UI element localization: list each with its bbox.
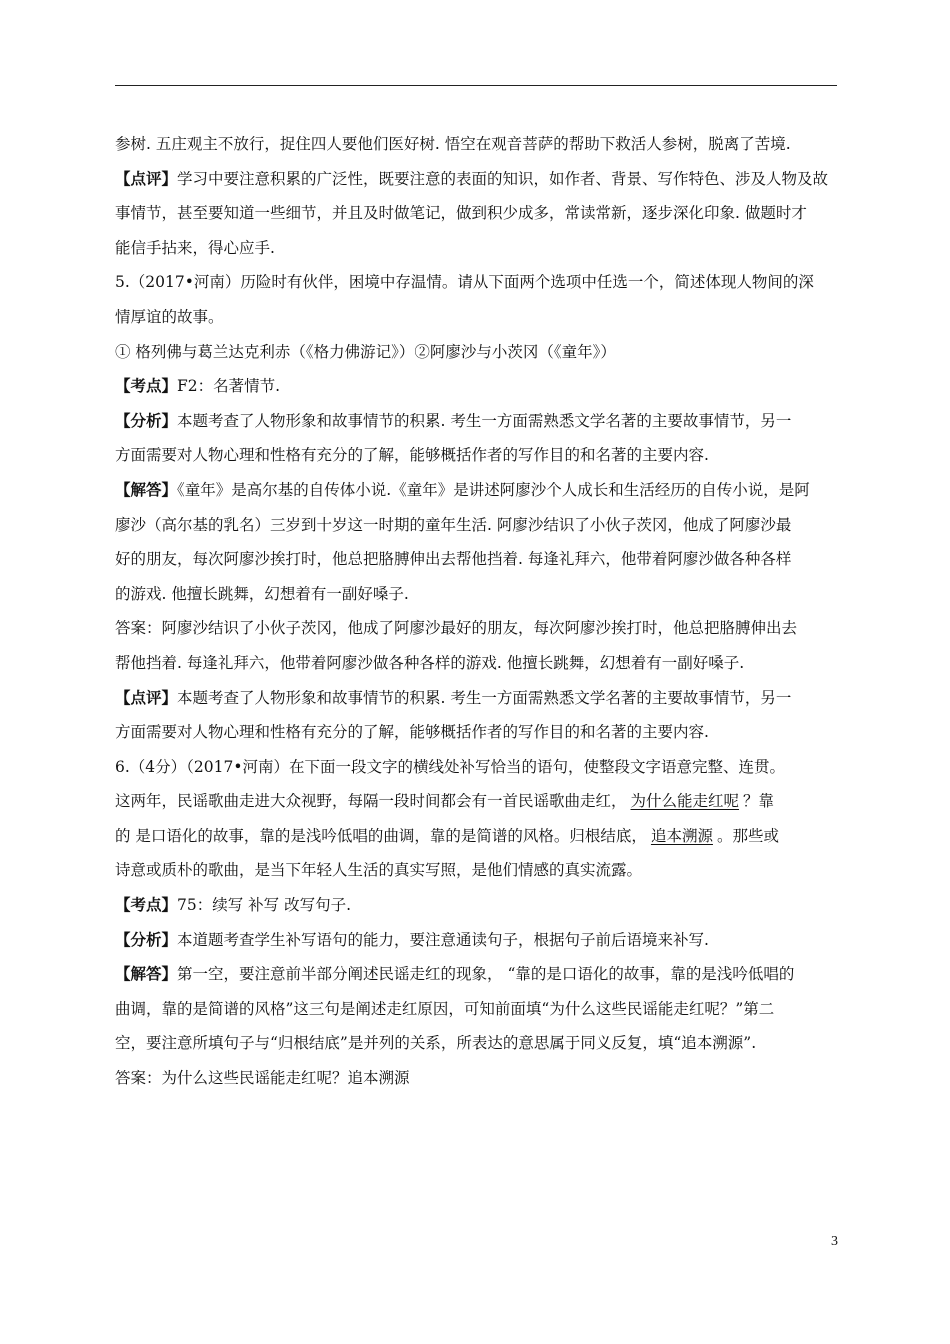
text-line: 的游戏. 他擅长跳舞，幻想着有一副好嗓子. [115, 584, 409, 603]
text-line: 方面需要对人物心理和性格有充分的了解，能够概括作者的写作目的和名著的主要内容. [115, 723, 709, 742]
question-5: 5.（2017•河南）历险时有伙伴，困境中存温情。请从下面两个选项中任选一个，简述体现人物间的深 [115, 273, 814, 292]
analysis-line: 【分析】本道题考查学生补写语句的能力，要注意通读句子，根据句子前后语境来补写. [115, 929, 709, 949]
text-line: 好的朋友，每次阿廖沙挨打时，他总把胳膊伸出去帮他挡着. 每逢礼拜六，他带着阿廖沙做各种各样 [115, 550, 792, 569]
text-line: 廖沙（高尔基的乳名）三岁到十岁这一时期的童年生活. 阿廖沙结识了小伙子茨冈，他成了阿廖沙最 [115, 515, 792, 534]
point-line: 【考点】F2：名著情节. [115, 376, 281, 396]
comment-line: 【点评】本题考查了人物形象和故事情节的积累. 考生一方面需熟悉文学名著的主要故事情节，另一 [115, 687, 792, 707]
point-line: 【考点】75：续写 补写 改写句子. [115, 895, 352, 915]
page-number: 3 [831, 1234, 838, 1249]
point-tag: 【考点】 [115, 376, 178, 396]
text-line: 参树. 五庄观主不放行，捉住四人要他们医好树. 悟空在观音菩萨的帮助下救活人参树，脱离了苦境. [115, 135, 791, 153]
question-6: 6.（4分）（2017•河南）在下面一段文字的横线处补写恰当的语句，使整段文字语意完整、连贯。 [115, 757, 785, 776]
text-line: 的 是口语化的故事，靠的是浅吟低唱的曲调，靠的是简谱的风格。归根结底， 追本溯源 。那些或 [115, 826, 779, 845]
text-line: 方面需要对人物心理和性格有充分的了解，能够概括作者的写作目的和名著的主要内容. [115, 446, 709, 465]
text-line: 帮他挡着. 每逢礼拜六，他带着阿廖沙做各种各样的游戏. 他擅长跳舞，幻想着有一副好嗓子. [115, 653, 745, 672]
comment-tag: 【点评】 [115, 687, 178, 707]
fill-blank-2: 追本溯源 [650, 826, 713, 845]
analysis-tag: 【分析】 [115, 929, 178, 949]
comment-line: 【点评】学习中要注意积累的广泛性，既要注意的表面的知识，如作者、背景、写作特色、涉及人物及故 [115, 168, 829, 188]
analysis-tag: 【分析】 [115, 410, 178, 430]
answer-line: 【解答】《童年》是高尔基的自传体小说.《童年》是讲述阿廖沙个人成长和生活经历的自传小说，是阿 [115, 479, 810, 499]
text-line: 答案：为什么这些民谣能走红呢？追本溯源 [115, 1069, 410, 1088]
text-line: 事情节，甚至要知道一些细节，并且及时做笔记，做到积少成多，常读常新，逐步深化印象. 做题时才 [115, 204, 807, 223]
text-line: 情厚谊的故事。 [115, 307, 224, 326]
text-line: 能信手拈来，得心应手. [115, 238, 275, 257]
document-body [115, 127, 840, 1096]
text-line: 空，要注意所填句子与“归根结底”是并列的关系，所表达的意思属于同义反复，填“追本溯源”. [115, 1034, 757, 1053]
comment-tag: 【点评】 [115, 168, 178, 188]
text-line: 答案：阿廖沙结识了小伙子茨冈，他成了阿廖沙最好的朋友，每次阿廖沙挨打时，他总把胳膊伸出去 [115, 619, 798, 638]
answer-line: 【解答】第一空，要注意前半部分阐述民谣走红的现象， “靠的是口语化的故事，靠的是浅吟低唱的 [115, 964, 795, 984]
text-line: 这两年，民谣歌曲走进大众视野，每隔一段时间都会有一首民谣歌曲走红， 为什么能走红呢 ？靠 [115, 792, 775, 811]
fill-blank-1: 为什么能走红呢 [630, 792, 740, 811]
text-line: 诗意或质朴的歌曲，是当下年轻人生活的真实写照，是他们情感的真实流露。 [115, 861, 643, 880]
options-line: ① 格列佛与葛兰达克利赤（《格力佛游记》）②阿廖沙与小茨冈（《童年》） [115, 342, 616, 361]
header-rule [115, 85, 837, 86]
analysis-line: 【分析】本题考查了人物形象和故事情节的积累. 考生一方面需熟悉文学名著的主要故事情节，另一 [115, 410, 792, 430]
answer-tag: 【解答】 [115, 964, 178, 984]
point-tag: 【考点】 [115, 895, 178, 915]
text-line: 曲调，靠的是简谱的风格”这三句是阐述走红原因，可知前面填“为什么这些民谣能走红呢？”第二 [115, 999, 775, 1018]
answer-tag: 【解答】 [115, 479, 178, 499]
